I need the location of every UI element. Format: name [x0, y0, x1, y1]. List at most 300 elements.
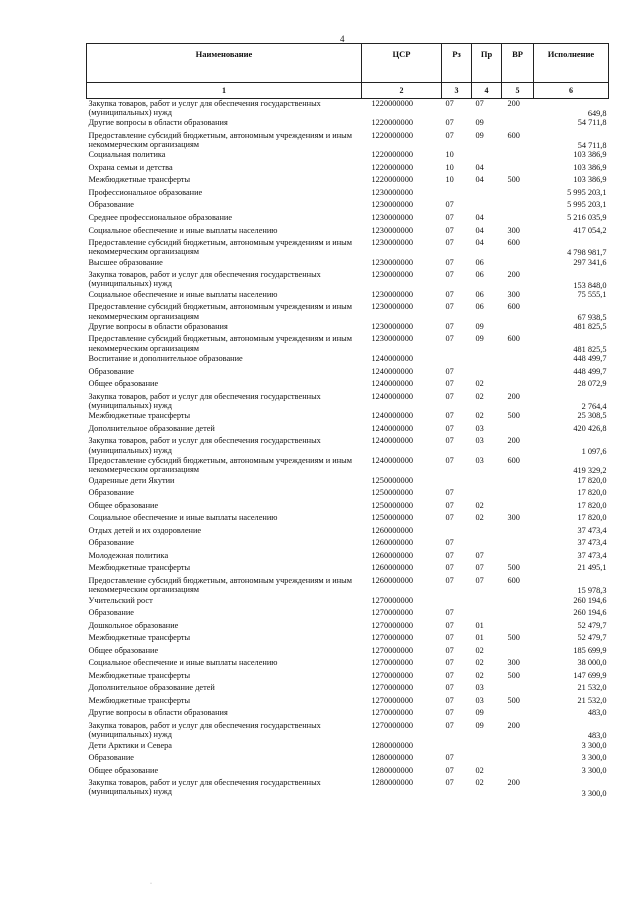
cell-exec: 448 499,7 [573, 354, 607, 364]
table-row [87, 766, 609, 779]
cell-csr: 1220000000 [371, 150, 413, 160]
cell-vr [502, 501, 534, 514]
cell-name: Дошкольное образование [88, 620, 179, 630]
cell-exec: 54 711,8 [577, 141, 607, 151]
table-row [87, 696, 609, 709]
cell-csr: 1280000000 [371, 765, 413, 775]
table-row [87, 424, 609, 437]
table-row [87, 633, 609, 646]
cell-exec: 21 532,0 [577, 683, 607, 693]
cell-csr: 1230000000 [371, 257, 413, 267]
cell-csr: 1220000000 [371, 99, 413, 108]
cell-pr: 04 [475, 162, 484, 172]
cell-vr [502, 322, 534, 335]
cell-vr: 600 [507, 575, 520, 585]
cell-vr: 200 [507, 721, 520, 731]
cell-name: Закупка товаров, работ и услуг для обеспечения государственных (муниципальных) нужд [88, 778, 321, 797]
cell-exec: 153 848,0 [573, 280, 607, 290]
column-number: 6 [534, 83, 609, 99]
cell-exec: 17 820,0 [577, 500, 607, 510]
cell-name: Образование [88, 538, 134, 548]
cell-pr [472, 596, 502, 609]
cell-pr [472, 526, 502, 539]
cell-rz: 07 [445, 212, 454, 222]
cell-csr: 1230000000 [371, 321, 413, 331]
cell-vr [502, 258, 534, 271]
cell-exec: 5 216 035,9 [567, 212, 607, 222]
cell-csr: 1260000000 [371, 575, 413, 585]
cell-csr: 1220000000 [371, 118, 413, 128]
cell-rz: 07 [445, 753, 454, 763]
cell-exec: 185 699,9 [573, 645, 607, 655]
table-row [87, 721, 609, 741]
cell-csr: 1260000000 [371, 525, 413, 535]
cell-name: Образование [88, 488, 134, 498]
cell-exec: 260 194,6 [573, 595, 607, 605]
cell-rz: 07 [445, 765, 454, 775]
cell-rz: 07 [445, 608, 454, 618]
cell-vr [502, 538, 534, 551]
cell-name: Социальная политика [88, 150, 166, 160]
cell-name: Предоставление субсидий бюджетным, автономным учреждениям и иным некоммерческим организациям [88, 334, 352, 353]
cell-vr: 500 [507, 633, 520, 643]
cell-exec: 417 054,2 [573, 225, 607, 235]
cell-vr: 300 [507, 658, 520, 668]
cell-csr: 1250000000 [371, 500, 413, 510]
cell-exec: 15 978,3 [577, 586, 607, 596]
cell-exec: 67 938,5 [577, 312, 607, 322]
cell-vr [502, 200, 534, 213]
cell-exec: 21 495,1 [577, 563, 607, 573]
cell-rz: 07 [445, 708, 454, 718]
table-row [87, 596, 609, 609]
cell-rz: 07 [445, 391, 454, 401]
cell-pr: 06 [475, 257, 484, 267]
table-row [87, 608, 609, 621]
cell-rz: 07 [445, 721, 454, 731]
cell-csr: 1240000000 [371, 411, 413, 421]
cell-pr [472, 150, 502, 163]
cell-csr: 1280000000 [371, 753, 413, 763]
cell-exec: 3 300,0 [581, 765, 607, 775]
cell-rz: 07 [445, 118, 454, 128]
table-row [87, 708, 609, 721]
cell-exec: 17 820,0 [577, 475, 607, 485]
cell-vr: 300 [507, 289, 520, 299]
table-row [87, 200, 609, 213]
table-row [87, 456, 609, 476]
budget-table [86, 43, 609, 798]
cell-vr: 500 [507, 563, 520, 573]
cell-exec: 483,0 [587, 731, 607, 741]
cell-name: Охрана семьи и детства [88, 162, 173, 172]
cell-rz: 07 [445, 695, 454, 705]
cell-rz: 07 [445, 513, 454, 523]
cell-rz: 07 [445, 366, 454, 376]
table-row [87, 322, 609, 335]
cell-csr: 1240000000 [371, 354, 413, 364]
cell-csr: 1230000000 [371, 334, 413, 344]
cell-rz: 10 [445, 150, 454, 160]
cell-csr: 1270000000 [371, 683, 413, 693]
table-row [87, 476, 609, 489]
cell-rz: 07 [445, 488, 454, 498]
cell-vr: 200 [507, 270, 520, 280]
cell-name: Воспитание и дополнительное образование [88, 354, 243, 364]
cell-pr: 04 [475, 212, 484, 222]
table-row [87, 238, 609, 258]
cell-vr [502, 379, 534, 392]
column-number: 3 [442, 83, 472, 99]
cell-exec: 103 386,9 [573, 175, 607, 185]
cell-exec: 5 995 203,1 [567, 187, 607, 197]
cell-rz [442, 596, 472, 609]
cell-vr [502, 621, 534, 634]
cell-exec: 419 329,2 [573, 466, 607, 476]
cell-exec: 25 308,5 [577, 411, 607, 421]
cell-name: Другие вопросы в области образования [88, 321, 228, 331]
cell-csr: 1260000000 [371, 538, 413, 548]
table-row [87, 436, 609, 456]
cell-vr: 600 [507, 238, 520, 248]
table-row [87, 621, 609, 634]
cell-rz: 07 [445, 257, 454, 267]
table-row [87, 150, 609, 163]
cell-csr: 1280000000 [371, 778, 413, 788]
cell-name: Межбюджетные трансферты [88, 695, 191, 705]
table-row [87, 576, 609, 596]
table-row [87, 411, 609, 424]
cell-rz: 07 [445, 423, 454, 433]
cell-vr [502, 188, 534, 201]
cell-csr: 1270000000 [371, 670, 413, 680]
cell-name: Предоставление субсидий бюджетным, автономным учреждениям и иным некоммерческим организациям [88, 456, 352, 475]
cell-rz: 07 [445, 436, 454, 446]
cell-name: Другие вопросы в области образования [88, 118, 228, 128]
cell-exec: 420 426,8 [573, 423, 607, 433]
cell-name: Закупка товаров, работ и услуг для обеспечения государственных (муниципальных) нужд [88, 391, 321, 410]
cell-pr: 09 [475, 321, 484, 331]
column-number: 5 [502, 83, 534, 99]
header-csr: ЦСР [362, 44, 442, 83]
cell-pr: 02 [475, 411, 484, 421]
cell-csr: 1240000000 [371, 423, 413, 433]
cell-vr: 500 [507, 411, 520, 421]
cell-rz: 07 [445, 302, 454, 312]
table-row [87, 392, 609, 412]
cell-exec: 5 995 203,1 [567, 200, 607, 210]
cell-csr: 1270000000 [371, 633, 413, 643]
cell-pr [472, 367, 502, 380]
cell-pr [472, 753, 502, 766]
cell-vr [502, 163, 534, 176]
cell-vr [502, 596, 534, 609]
table-row [87, 526, 609, 539]
cell-vr [502, 118, 534, 131]
cell-pr: 02 [475, 778, 484, 788]
cell-exec: 75 555,1 [577, 289, 607, 299]
cell-rz [442, 354, 472, 367]
cell-csr: 1270000000 [371, 620, 413, 630]
cell-name: Образование [88, 200, 134, 210]
table-row [87, 563, 609, 576]
cell-vr [502, 608, 534, 621]
cell-name: Отдых детей и их оздоровление [88, 525, 202, 535]
cell-rz: 07 [445, 321, 454, 331]
scan-mark: · [150, 881, 152, 887]
cell-csr: 1240000000 [371, 391, 413, 401]
cell-pr: 02 [475, 670, 484, 680]
cell-name: Предоставление субсидий бюджетным, автономным учреждениям и иным некоммерческим организациям [88, 302, 352, 321]
cell-pr: 02 [475, 658, 484, 668]
cell-pr: 04 [475, 175, 484, 185]
cell-exec: 37 473,4 [577, 538, 607, 548]
cell-csr: 1260000000 [371, 563, 413, 573]
cell-pr: 04 [475, 225, 484, 235]
cell-exec: 3 300,0 [581, 788, 607, 798]
cell-rz: 07 [445, 575, 454, 585]
cell-pr: 03 [475, 456, 484, 465]
cell-exec: 2 764,4 [581, 402, 607, 412]
cell-vr [502, 354, 534, 367]
table-row [87, 379, 609, 392]
cell-exec: 260 194,6 [573, 608, 607, 618]
cell-pr: 06 [475, 270, 484, 280]
cell-csr: 1250000000 [371, 513, 413, 523]
cell-csr: 1270000000 [371, 721, 413, 731]
table-row [87, 778, 609, 798]
cell-pr: 02 [475, 765, 484, 775]
table-row [87, 163, 609, 176]
cell-pr: 07 [475, 575, 484, 585]
cell-rz: 07 [445, 225, 454, 235]
cell-name: Социальное обеспечение и иные выплаты населению [88, 658, 278, 668]
cell-csr: 1220000000 [371, 162, 413, 172]
table-row [87, 354, 609, 367]
cell-rz: 07 [445, 379, 454, 389]
cell-csr: 1270000000 [371, 708, 413, 718]
cell-csr: 1220000000 [371, 175, 413, 185]
cell-name: Общее образование [88, 765, 159, 775]
cell-exec: 52 479,7 [577, 620, 607, 630]
cell-name: Учительский рост [88, 595, 153, 605]
cell-exec: 17 820,0 [577, 488, 607, 498]
cell-pr: 09 [475, 130, 484, 140]
cell-csr: 1220000000 [371, 130, 413, 140]
table-row [87, 334, 609, 354]
cell-csr: 1250000000 [371, 475, 413, 485]
cell-pr: 07 [475, 99, 484, 108]
cell-exec: 481 825,5 [573, 344, 607, 354]
cell-rz: 07 [445, 99, 454, 108]
header-exec: Исполнение [534, 44, 609, 83]
cell-vr [502, 526, 534, 539]
cell-pr: 03 [475, 683, 484, 693]
cell-rz: 07 [445, 270, 454, 280]
table-row [87, 175, 609, 188]
cell-name: Межбюджетные трансферты [88, 411, 191, 421]
table-row [87, 488, 609, 501]
cell-csr: 1230000000 [371, 187, 413, 197]
cell-csr: 1240000000 [371, 379, 413, 389]
cell-rz [442, 526, 472, 539]
cell-vr [502, 646, 534, 659]
cell-vr: 300 [507, 513, 520, 523]
cell-rz: 07 [445, 411, 454, 421]
cell-exec: 52 479,7 [577, 633, 607, 643]
cell-exec: 297 341,6 [573, 257, 607, 267]
column-number: 1 [87, 83, 362, 99]
cell-vr [502, 766, 534, 779]
cell-name: Социальное обеспечение и иные выплаты населению [88, 513, 278, 523]
cell-rz: 07 [445, 130, 454, 140]
table-row [87, 270, 609, 290]
cell-name: Межбюджетные трансферты [88, 563, 191, 573]
table-row [87, 99, 609, 119]
header-rz: Рз [442, 44, 472, 83]
cell-csr: 1240000000 [371, 436, 413, 446]
cell-pr [472, 476, 502, 489]
cell-rz: 07 [445, 563, 454, 573]
cell-pr: 02 [475, 379, 484, 389]
cell-rz [442, 188, 472, 201]
table-row [87, 118, 609, 131]
cell-rz: 07 [445, 658, 454, 668]
cell-csr: 1270000000 [371, 658, 413, 668]
cell-csr: 1280000000 [371, 740, 413, 750]
cell-name: Общее образование [88, 645, 159, 655]
cell-vr [502, 424, 534, 437]
cell-rz: 07 [445, 538, 454, 548]
header-pr: Пр [472, 44, 502, 83]
cell-rz: 07 [445, 334, 454, 344]
cell-vr [502, 488, 534, 501]
cell-exec: 4 798 981,7 [567, 248, 607, 258]
cell-csr: 1230000000 [371, 302, 413, 312]
cell-vr: 200 [507, 436, 520, 446]
cell-exec: 1 097,6 [581, 446, 607, 456]
cell-pr: 02 [475, 500, 484, 510]
cell-rz [442, 476, 472, 489]
cell-exec: 147 699,9 [573, 670, 607, 680]
column-number-row [87, 83, 609, 99]
table-row [87, 513, 609, 526]
table-row [87, 226, 609, 239]
cell-csr: 1270000000 [371, 695, 413, 705]
cell-name: Закупка товаров, работ и услуг для обеспечения государственных (муниципальных) нужд [88, 99, 321, 118]
cell-vr: 500 [507, 670, 520, 680]
table-row [87, 741, 609, 754]
table-row [87, 501, 609, 514]
cell-vr: 600 [507, 302, 520, 312]
cell-pr [472, 608, 502, 621]
cell-name: Межбюджетные трансферты [88, 633, 191, 643]
cell-vr [502, 551, 534, 564]
cell-exec: 37 473,4 [577, 550, 607, 560]
cell-vr [502, 741, 534, 754]
table-row [87, 367, 609, 380]
cell-name: Дети Арктики и Севера [88, 740, 172, 750]
cell-csr: 1240000000 [371, 456, 413, 465]
table-row [87, 131, 609, 151]
cell-rz: 07 [445, 670, 454, 680]
cell-name: Молодежная политика [88, 550, 169, 560]
cell-name: Межбюджетные трансферты [88, 670, 191, 680]
cell-name: Межбюджетные трансферты [88, 175, 191, 185]
table-row [87, 551, 609, 564]
cell-name: Дополнительное образование детей [88, 683, 215, 693]
cell-exec: 54 711,8 [577, 118, 607, 128]
cell-exec: 37 473,4 [577, 525, 607, 535]
cell-vr: 200 [507, 391, 520, 401]
cell-rz: 10 [445, 175, 454, 185]
cell-vr: 500 [507, 695, 520, 705]
cell-csr: 1270000000 [371, 595, 413, 605]
cell-rz: 07 [445, 633, 454, 643]
cell-name: Предоставление субсидий бюджетным, автономным учреждениям и иным некоммерческим организациям [88, 130, 352, 149]
cell-exec: 3 300,0 [581, 740, 607, 750]
cell-name: Образование [88, 608, 134, 618]
cell-csr: 1230000000 [371, 225, 413, 235]
cell-exec: 17 820,0 [577, 513, 607, 523]
cell-name: Социальное обеспечение и иные выплаты населению [88, 289, 278, 299]
cell-vr: 600 [507, 334, 520, 344]
cell-rz [442, 741, 472, 754]
cell-name: Среднее профессиональное образование [88, 212, 233, 222]
cell-vr [502, 476, 534, 489]
cell-csr: 1230000000 [371, 270, 413, 280]
cell-pr: 02 [475, 513, 484, 523]
cell-rz: 07 [445, 289, 454, 299]
cell-csr: 1230000000 [371, 212, 413, 222]
cell-rz: 10 [445, 162, 454, 172]
cell-name: Предоставление субсидий бюджетным, автономным учреждениям и иным некоммерческим организациям [88, 238, 352, 257]
cell-pr: 03 [475, 423, 484, 433]
cell-pr: 04 [475, 238, 484, 248]
cell-name: Образование [88, 366, 134, 376]
cell-name: Дополнительное образование детей [88, 423, 215, 433]
cell-exec: 3 300,0 [581, 753, 607, 763]
table-row [87, 646, 609, 659]
table-header-row [87, 44, 609, 83]
cell-csr: 1240000000 [371, 366, 413, 376]
column-number: 2 [362, 83, 442, 99]
cell-exec: 103 386,9 [573, 150, 607, 160]
table-row [87, 671, 609, 684]
table-row [87, 658, 609, 671]
cell-name: Профессиональное образование [88, 187, 203, 197]
cell-pr: 09 [475, 118, 484, 128]
cell-exec: 481 825,5 [573, 321, 607, 331]
cell-vr: 300 [507, 225, 520, 235]
cell-exec: 649,8 [587, 108, 607, 118]
cell-pr: 07 [475, 563, 484, 573]
cell-rz: 07 [445, 238, 454, 248]
cell-exec: 38 000,0 [577, 658, 607, 668]
cell-name: Социальное обеспечение и иные выплаты населению [88, 225, 278, 235]
cell-pr [472, 488, 502, 501]
header-name: Наименование [87, 44, 362, 83]
cell-vr: 600 [507, 130, 520, 140]
cell-pr: 02 [475, 391, 484, 401]
cell-csr: 1230000000 [371, 200, 413, 210]
cell-pr [472, 538, 502, 551]
cell-exec: 448 499,7 [573, 366, 607, 376]
cell-rz: 07 [445, 645, 454, 655]
cell-pr: 07 [475, 550, 484, 560]
cell-exec: 21 532,0 [577, 695, 607, 705]
cell-vr: 500 [507, 175, 520, 185]
